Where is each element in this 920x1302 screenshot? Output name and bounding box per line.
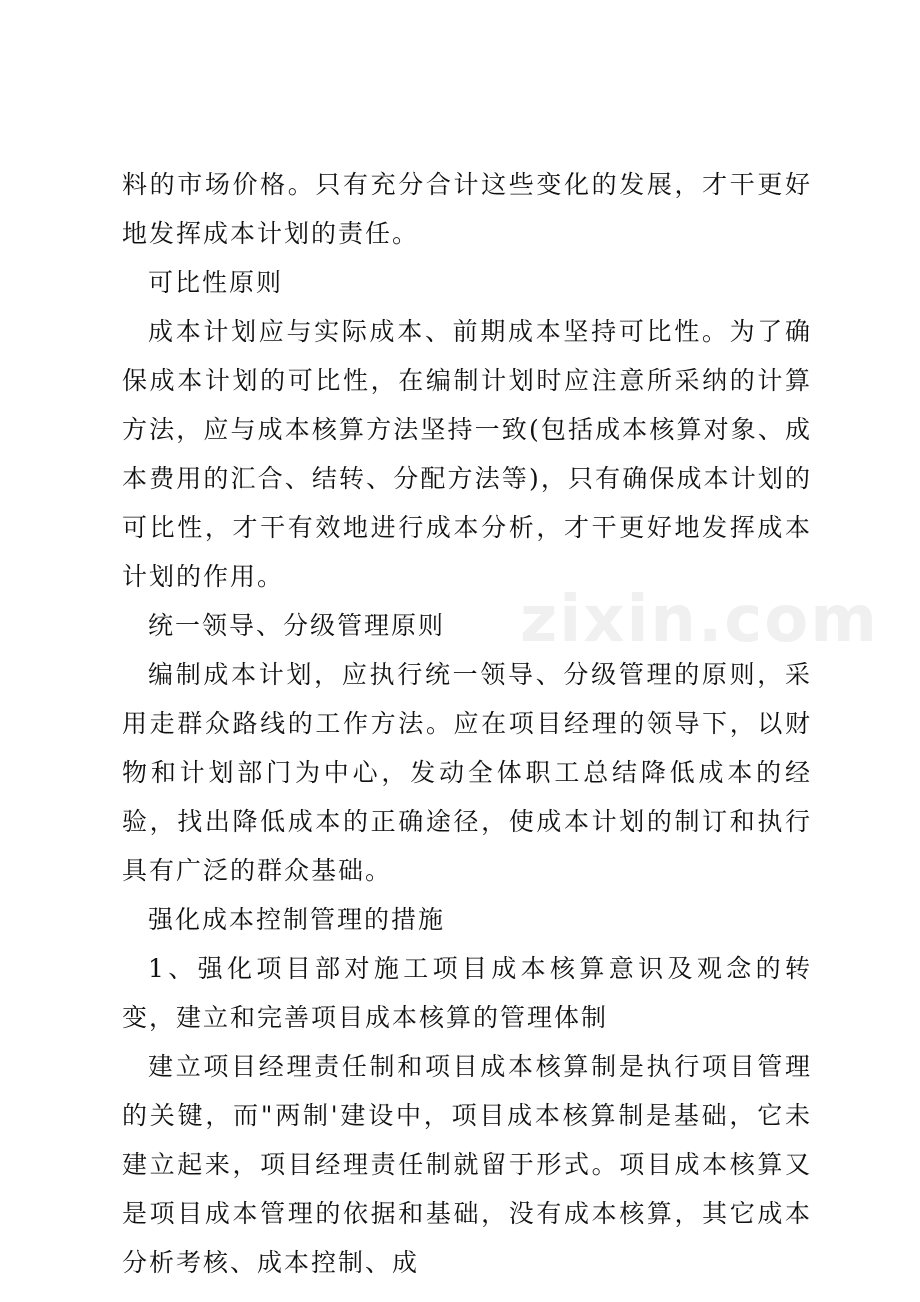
paragraph-responsibility-system: 建立项目经理责任制和项目成本核算制是执行项目管理的关键，而"两制'建设中，项目成本核算制是基础，它未建立起来，项目经理责任制就留于形式。项目成本核算又是项目成本管理的依据和基础，没有成本核算，其它成本分析考核、成本控制、成 <box>122 1052 812 1277</box>
watermark: zixin.com <box>520 583 879 657</box>
paragraph-comparability: 成本计划应与实际成本、前期成本坚持可比性。为了确保成本计划的可比性，在编制计划时应注意所采纳的计算方法，应与成本核算方法坚持一致(包括成本核算对象、成本费用的汇合、结转、分配方法等)，只有确保成本计划的可比性，才干有效地进行成本分析，才干更好地发挥成本计划的作用。 <box>122 317 812 591</box>
paragraph-unified-leadership: 编制成本计划，应执行统一领导、分级管理的原则，采用走群众路线的工作方法。应在项目经理的领导下，以财物和计划部门为中心，发动全体职工总结降低成本的经验，找出降低成本的正确途径，使成本计划的制订和执行具有广泛的群众基础。 <box>122 660 812 885</box>
section-heading-unified-leadership: 统一领导、分级管理原则 <box>148 611 446 640</box>
section-heading-comparability: 可比性原则 <box>148 268 284 297</box>
paragraph-item-1: 1、强化项目部对施工项目成本核算意识及观念的转变，建立和完善项目成本核算的管理体制 <box>122 954 812 1032</box>
paragraph-continuation: 料的市场价格。只有充分合计这些变化的发展，才干更好地发挥成本计划的责任。 <box>122 170 812 248</box>
section-heading-cost-control: 强化成本控制管理的措施 <box>148 905 446 934</box>
document-body <box>122 160 812 1287</box>
